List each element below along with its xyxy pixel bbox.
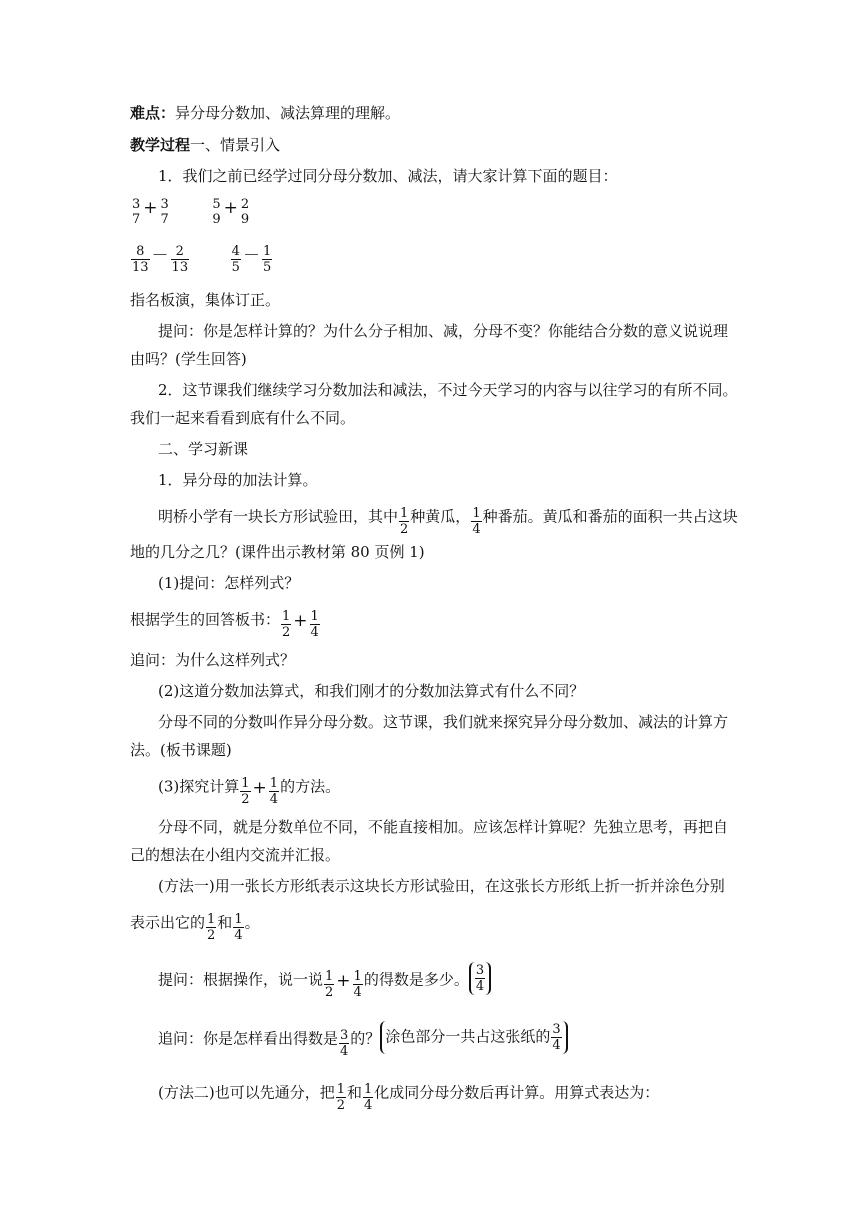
problem-line-a: 明桥小学有一块长方形试验田，其中 $\frac{1}{2}$ 种黄瓜， $\frac{1}{4}$ 种番茄。黄瓜和番茄的面积一共占这块 [158, 506, 738, 537]
question-line-b: 由吗？(学生回答) [130, 350, 247, 368]
step-1-line: (1)提问：怎样列式？ [158, 574, 300, 592]
answer-bracket: $\frac{3}{4}$ [469, 962, 491, 995]
step-3-line: (3)探究计算 $\frac{1}{2}$ + $\frac{1}{4}$ 的方法。 [158, 776, 341, 807]
fraction: $\frac{1}{2}$ [282, 609, 291, 640]
fraction: $\frac{1}{2}$ [241, 776, 250, 807]
answer-bracket: 涂色部分一共占这张纸的 $\frac{3}{4}$ [380, 1021, 567, 1054]
definition-line-a: 分母不同的分数叫作异分母分数。这节课，我们就来探究异分母分数加、减法的计算方 [158, 713, 729, 731]
section-two-title: 二、学习新课 [158, 440, 249, 458]
question-line-a: 提问：你是怎样计算的？为什么分子相加、减，分母不变？你能结合分数的意义说说理 [158, 322, 729, 340]
method-two-line: (方法二)也可以先通分，把 $\frac{1}{2}$ 和 $\frac{1}{4}$ 化成同分母分数后再计算。用算式表达为： [158, 1082, 660, 1113]
fraction: $\frac{1}{4}$ [364, 1082, 373, 1113]
explore-line-a: 分母不同，就是分数单位不同，不能直接相加。应该怎样计算呢？先独立思考，再把自 [158, 818, 729, 836]
transition-line-a: 2．这节课我们继续学习分数加法和减法，不过今天学习的内容与以往学习的有所不同。 [158, 381, 738, 399]
difficulty-label: 难点： [130, 104, 176, 122]
fraction: $\frac{1}{4}$ [310, 609, 319, 640]
fraction: $\frac{2}{13}$ [171, 244, 189, 275]
fraction: $\frac{1}{5}$ [262, 244, 272, 275]
method-one-line-b: 表示出它的 $\frac{1}{2}$ 和 $\frac{1}{4}$ 。 [130, 912, 260, 943]
fraction: $\frac{1}{2}$ [400, 506, 409, 537]
process-label: 教学过程 [130, 136, 191, 154]
fraction: 2 9 [240, 197, 250, 227]
fraction: $\frac{1}{2}$ [325, 969, 334, 1000]
fraction: $\frac{1}{2}$ [336, 1082, 345, 1113]
explore-line-b: 己的想法在小组内交流并汇报。 [130, 846, 341, 864]
fraction: $\frac{8}{13}$ [132, 244, 149, 275]
fraction: 3 7 [132, 197, 141, 227]
process-heading [130, 136, 280, 154]
method-one-line-a: (方法一)用一张长方形纸表示这块长方形试验田，在这张长方形纸上折一折并涂色分别 [158, 877, 725, 895]
fraction: $\frac{1}{4}$ [472, 506, 481, 537]
intro-paragraph: 1．我们之前已经学过同分母分数加、减法，请大家计算下面的题目： [158, 167, 618, 185]
fraction: $\frac{1}{2}$ [207, 912, 216, 943]
fraction: 5 9 [212, 197, 221, 227]
fraction: $\frac{1}{4}$ [234, 912, 243, 943]
correction-line: 指名板演，集体订正。 [130, 291, 281, 309]
transition-line-b: 我们一起来看看到底有什么不同。 [130, 409, 356, 427]
fraction: $\frac{3}{4}$ [340, 1028, 349, 1059]
difficulty-line [130, 104, 400, 122]
section-one-title: 一、情景引入 [190, 136, 281, 154]
fraction: $\frac{1}{4}$ [353, 969, 362, 1000]
subsection-title: 1．异分母的加法计算。 [158, 471, 318, 489]
definition-line-b: 法。(板书课题) [130, 741, 232, 759]
fraction: $\frac{4}{5}$ [231, 244, 240, 275]
exercise-row-1: 3 7 + 3 7 5 9 + 2 9 [132, 197, 250, 227]
problem-line-b: 地的几分之几？(课件出示教材第 80 页例 1) [130, 543, 425, 561]
follow-up-line: 追问：为什么这样列式？ [130, 651, 296, 669]
operation-question-line: 提问：根据操作，说一说 $\frac{1}{2}$ + $\frac{1}{4}$ 的得数是多少。 $\frac{3}{4}$ [158, 964, 491, 997]
observe-question-line: 追问：你是怎样看出得数是 $\frac{3}{4}$ 的？ 涂色部分一共占这张纸的 $\frac{3}{4}$ [158, 1023, 568, 1056]
fraction: $\frac{1}{4}$ [269, 776, 279, 807]
exercise-row-2: $\frac{8}{13}$ － $\frac{2}{13}$ $\frac{4}{5}$ － $\frac{1}{5}$ [132, 244, 272, 275]
difficulty-text: 异分母分数加、减法算理的理解。 [175, 104, 401, 122]
board-line: 根据学生的回答板书： $\frac{1}{2}$ + $\frac{1}{4}$ [130, 609, 319, 640]
step-2-line: (2)这道分数加法算式，和我们刚才的分数加法算式有什么不同？ [158, 682, 585, 700]
fraction: 3 7 [160, 197, 169, 227]
